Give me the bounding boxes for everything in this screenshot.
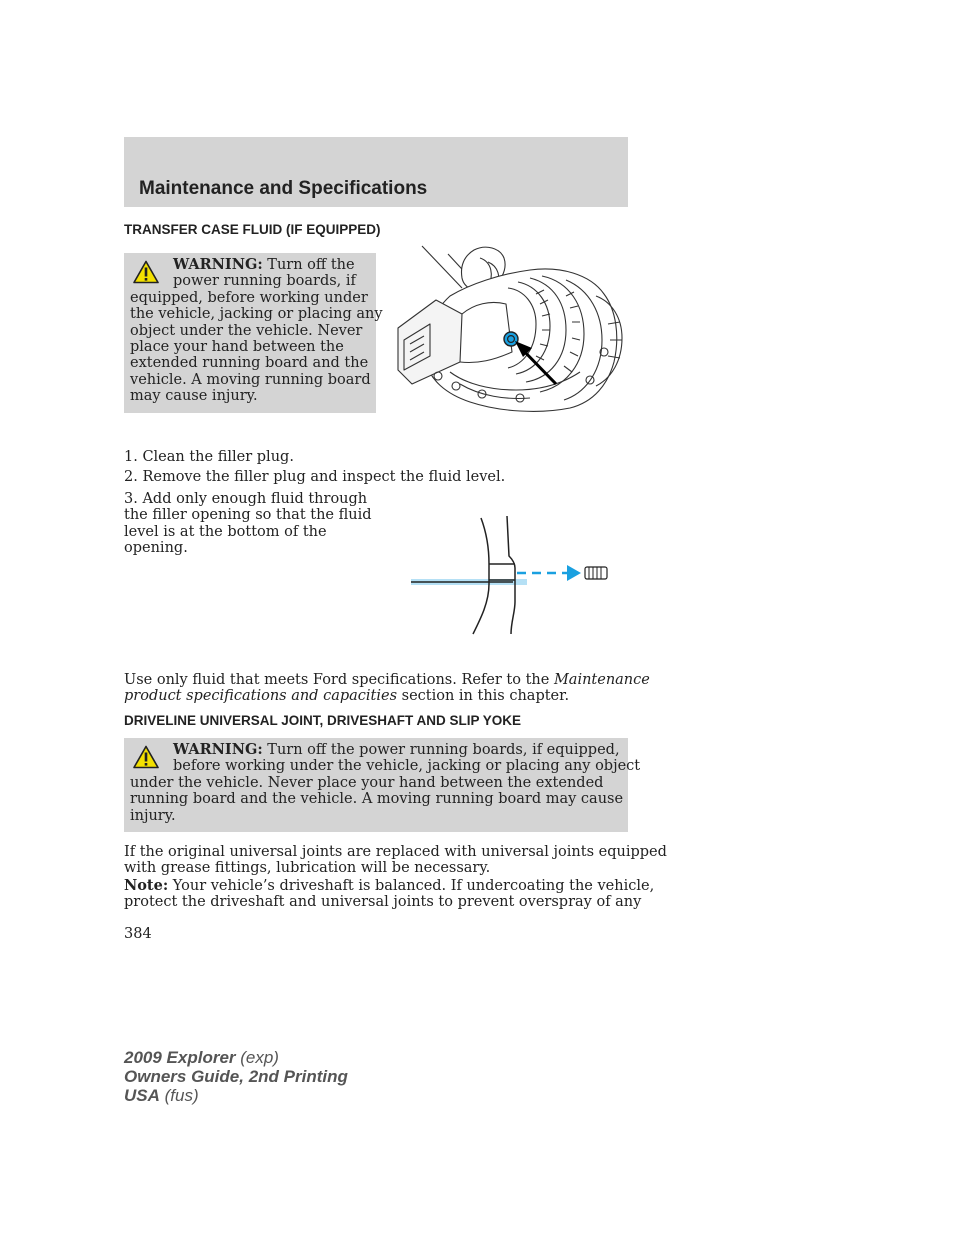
warning-line: before working under the vehicle, jacking or placing any object <box>173 758 641 775</box>
fluid-level-illustration <box>405 512 615 640</box>
warning-line: WARNING: Turn off the <box>173 256 355 273</box>
warning-triangle-icon <box>133 260 159 284</box>
ujoint-paragraph: If the original universal joints are replaced with universal joints equipped <box>124 844 667 860</box>
warning-line: place your hand between the <box>130 339 344 355</box>
note-paragraph-continued: protect the driveshaft and universal joints to prevent overspray of any <box>124 894 642 911</box>
step-item: 1. Clean the filler plug. <box>124 449 294 465</box>
fluid-spec-paragraph: Use only fluid that meets Ford specifications. Refer to the Maintenance <box>124 672 650 688</box>
step-item-continued: opening. <box>124 540 188 557</box>
warning-line: may cause injury. <box>130 388 258 405</box>
step-item: 3. Add only enough fluid through <box>124 491 368 507</box>
warning-line: the vehicle, jacking or placing any <box>130 306 383 323</box>
warning-box-driveline <box>124 738 641 832</box>
section-heading-transfer-case: TRANSFER CASE FLUID (IF EQUIPPED) <box>124 222 381 237</box>
transfer-case-illustration <box>390 244 630 414</box>
footer-guide-line: Owners Guide, 2nd Printing <box>124 1067 348 1086</box>
warning-box-transfer <box>124 253 383 413</box>
ujoint-paragraph-continued: with grease fittings, lubrication will be necessary. <box>124 860 491 877</box>
warning-line: power running boards, if <box>173 273 356 290</box>
warning-line: under the vehicle. Never place your hand between the extended <box>130 774 604 791</box>
step-item: 2. Remove the filler plug and inspect the fluid level. <box>124 469 506 485</box>
warning-line: object under the vehicle. Never <box>130 322 363 339</box>
note-label: Note: <box>124 877 169 894</box>
page-number: 384 <box>124 926 152 942</box>
warning-line: equipped, before working under <box>130 289 368 306</box>
warning-triangle-icon <box>133 745 159 769</box>
warning-line: extended running board and the <box>130 355 369 372</box>
warning-label: WARNING: <box>173 741 263 758</box>
warning-line: running board and the vehicle. A moving running board may cause <box>130 791 624 808</box>
page-title: Maintenance and Specifications <box>139 178 428 199</box>
step-item-continued: the filler opening so that the fluid <box>124 507 372 524</box>
fluid-spec-paragraph-continued: product specifications and capacities section in this chapter. <box>124 688 570 705</box>
footer-market-line: USA (fus) <box>124 1086 199 1105</box>
warning-line: injury. <box>130 807 176 824</box>
section-heading-driveline: DRIVELINE UNIVERSAL JOINT, DRIVESHAFT AND SLIP YOKE <box>124 713 522 728</box>
warning-line: WARNING: Turn off the power running boards, if equipped, <box>173 741 620 758</box>
step-item-continued: level is at the bottom of the <box>124 523 327 540</box>
warning-line: vehicle. A moving running board <box>130 371 371 388</box>
footer-model-line: 2009 Explorer (exp) <box>124 1048 279 1067</box>
warning-label: WARNING: <box>173 256 263 273</box>
note-paragraph: Note: Your vehicle’s driveshaft is balanced. If undercoating the vehicle, <box>124 877 655 894</box>
